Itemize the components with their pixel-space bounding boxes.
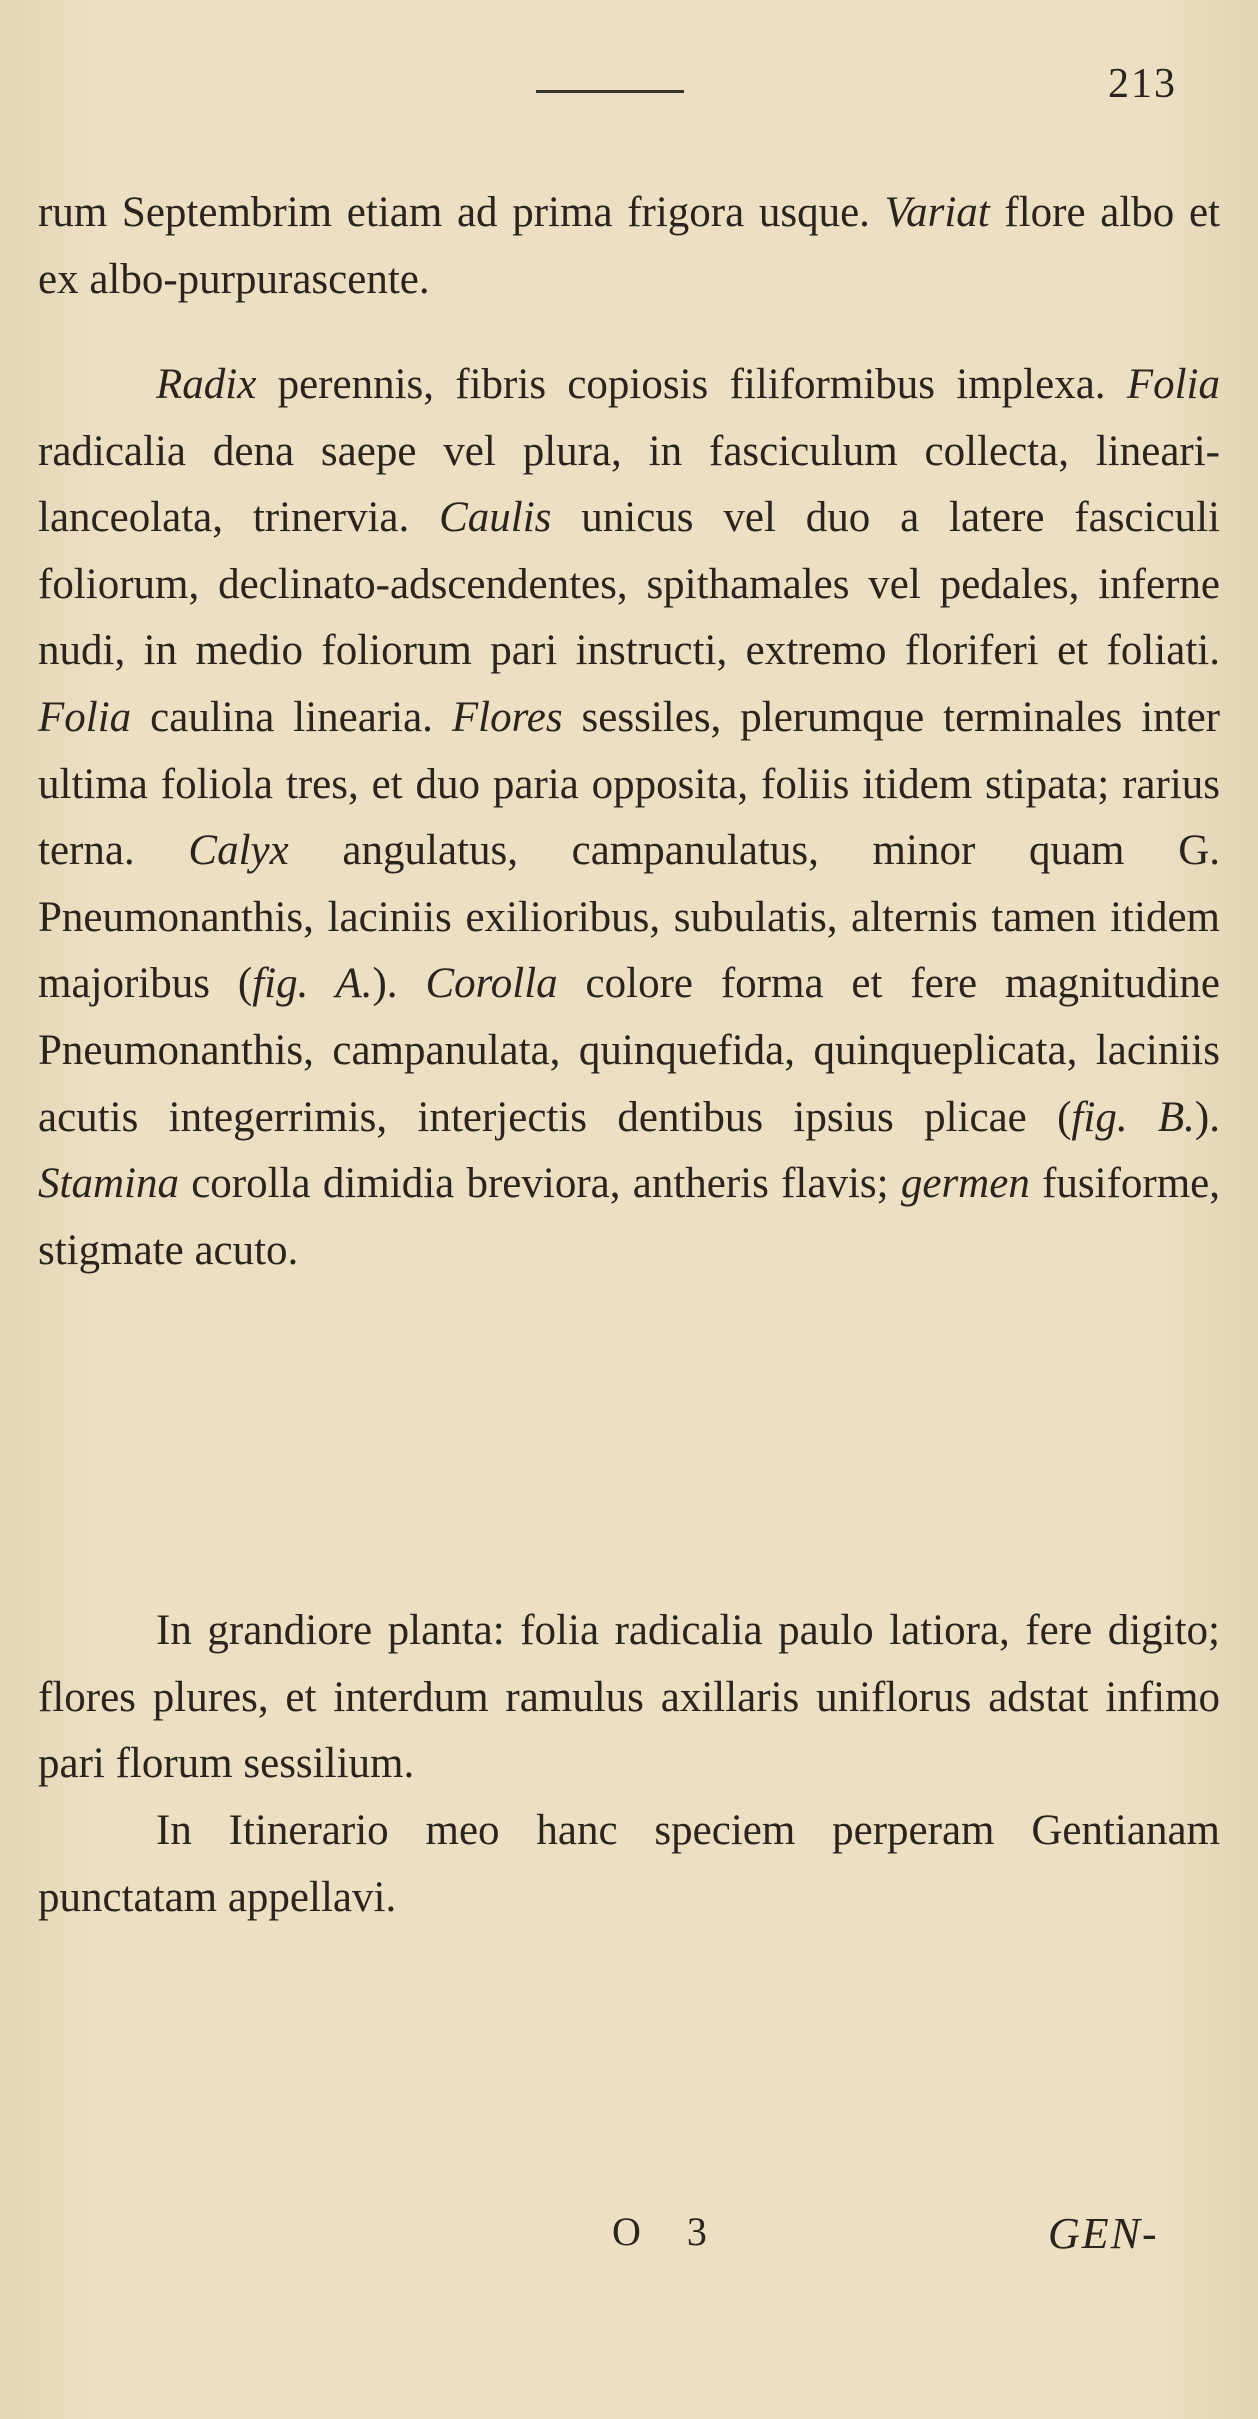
- page-number: 213: [1108, 61, 1177, 107]
- paragraph-variant: [38, 1598, 1220, 1798]
- text-run: In Itinerario meo hanc speciem perperam Gentianam punctatam appellavi.: [38, 1807, 1220, 1921]
- figure-reference: fig. B.: [1071, 1093, 1195, 1141]
- text-run: ).: [372, 960, 426, 1008]
- text-run: colore forma et fere magnitudine Pneumonanthis, campanulata, quinquefida, quinqueplicata, laciniis acutis integerrimis, interjectis dentibus ipsius plicae (: [38, 960, 1220, 1141]
- italic-term: Corolla: [425, 960, 558, 1008]
- text-run: perennis, fibris copiosis filiformibus implexa.: [256, 361, 1127, 408]
- catchword: GEN-: [1048, 2209, 1159, 2258]
- italic-term: Caulis: [439, 494, 552, 542]
- signature-mark: O 3: [612, 2209, 725, 2254]
- text-run: flore albo et ex albo-purpurascente.: [38, 189, 1220, 303]
- text-run: caulina linearia.: [131, 693, 452, 741]
- text-run: sessiles, plerumque terminales inter ultima foliola tres, et duo paria opposita, foliis itidem stipata; rarius terna.: [38, 693, 1220, 875]
- italic-term: Radix: [156, 361, 257, 408]
- italic-term: Flores: [451, 693, 563, 741]
- text-run: radicalia dena saepe vel plura, in fasciculum collecta, lineari-lanceolata, trinervia.: [38, 427, 1220, 542]
- paragraph-continuation: [38, 180, 1220, 313]
- text-run: angulatus, campanulatus, minor quam G. Pneumonanthis, laciniis exilioribus, subulatis, alternis tamen itidem majoribus (: [38, 827, 1221, 1008]
- text-run: In grandiore planta: folia radicalia paulo latiora, fere digito; flores plures, et interdum ramulus axillaris uniflorus adstat infimo pari florum sessilium.: [38, 1607, 1220, 1788]
- italic-term: Folia: [38, 693, 132, 741]
- header-rule: [536, 90, 684, 93]
- italic-term: Variat: [884, 189, 990, 236]
- text-run: unicus vel duo a latere fasciculi foliorum, declinato-adscendentes, spithamales vel pedales, inferne nudi, in medio foliorum pari instructi, extremo floriferi et foliati.: [38, 494, 1220, 675]
- italic-term: Stamina: [38, 1160, 179, 1208]
- italic-term: Calyx: [188, 827, 289, 875]
- text-run: ).: [1194, 1093, 1220, 1141]
- italic-term: Folia: [1126, 361, 1220, 408]
- italic-term: germen: [900, 1160, 1030, 1208]
- figure-reference: fig. A.: [252, 960, 373, 1008]
- paragraph-note: [38, 1798, 1220, 1931]
- text-run: rum Septembrim etiam ad prima frigora usque.: [38, 189, 885, 236]
- paragraph-description: [38, 352, 1220, 1284]
- text-run: fusiforme, stigmate acuto.: [38, 1160, 1221, 1274]
- text-run: corolla dimidia breviora, antheris flavis;: [178, 1160, 901, 1208]
